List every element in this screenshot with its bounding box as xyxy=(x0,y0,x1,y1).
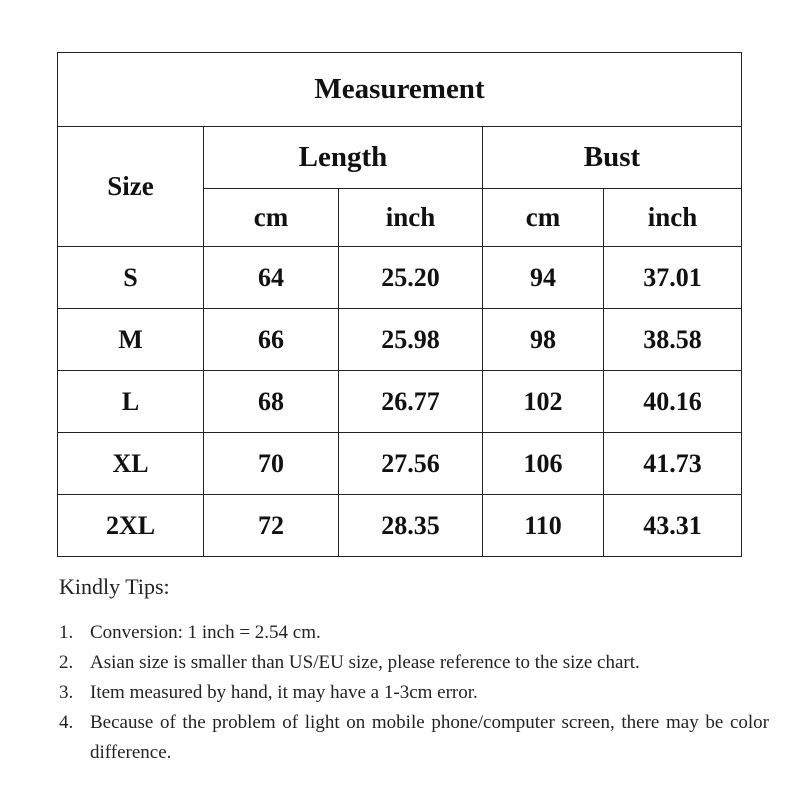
tip-number: 4. xyxy=(59,712,74,733)
table-row xyxy=(58,371,742,433)
length-inch-cell: 26.77 xyxy=(339,371,483,433)
tip-number: 3. xyxy=(59,682,74,703)
table-row xyxy=(58,495,742,557)
size-cell: XL xyxy=(58,433,204,495)
length-cm-cell: 70 xyxy=(204,433,339,495)
size-cell: 2XL xyxy=(58,495,204,557)
list-item xyxy=(59,708,769,768)
length-inch-cell: 25.20 xyxy=(339,247,483,309)
length-cm-cell: 66 xyxy=(204,309,339,371)
bust-cm-cell: 106 xyxy=(483,433,604,495)
tip-text: Because of the problem of light on mobile phone/computer screen, there may be color difference. xyxy=(90,712,769,763)
tip-number: 2. xyxy=(59,652,74,673)
length-cm-cell: 72 xyxy=(204,495,339,557)
tip-text: Asian size is smaller than US/EU size, please reference to the size chart. xyxy=(90,652,640,673)
size-chart-table xyxy=(57,52,742,557)
list-item xyxy=(59,678,769,708)
length-inch-cell: 28.35 xyxy=(339,495,483,557)
bust-cm-cell: 110 xyxy=(483,495,604,557)
length-inch-header: inch xyxy=(339,189,483,247)
group-header-row xyxy=(58,127,742,189)
table-title-row xyxy=(58,53,742,127)
length-cm-cell: 68 xyxy=(204,371,339,433)
table-row xyxy=(58,309,742,371)
tip-text: Conversion: 1 inch = 2.54 cm. xyxy=(90,622,321,643)
bust-cm-header: cm xyxy=(483,189,604,247)
length-cm-header: cm xyxy=(204,189,339,247)
size-cell: S xyxy=(58,247,204,309)
list-item xyxy=(59,648,769,678)
length-inch-cell: 27.56 xyxy=(339,433,483,495)
size-column-header: Size xyxy=(58,127,204,247)
size-cell: L xyxy=(58,371,204,433)
tip-number: 1. xyxy=(59,622,74,643)
tips-list xyxy=(59,618,769,768)
list-item xyxy=(59,618,769,648)
bust-inch-cell: 38.58 xyxy=(604,309,742,371)
bust-inch-cell: 43.31 xyxy=(604,495,742,557)
bust-cm-cell: 102 xyxy=(483,371,604,433)
table-title: Measurement xyxy=(58,53,742,127)
tips-section xyxy=(59,574,769,768)
tip-text: Item measured by hand, it may have a 1-3cm error. xyxy=(90,682,478,703)
bust-cm-cell: 98 xyxy=(483,309,604,371)
bust-inch-cell: 41.73 xyxy=(604,433,742,495)
length-group-header: Length xyxy=(204,127,483,189)
bust-inch-header: inch xyxy=(604,189,742,247)
table-row xyxy=(58,247,742,309)
bust-cm-cell: 94 xyxy=(483,247,604,309)
table-row xyxy=(58,433,742,495)
tips-title: Kindly Tips: xyxy=(59,574,170,599)
length-inch-cell: 25.98 xyxy=(339,309,483,371)
length-cm-cell: 64 xyxy=(204,247,339,309)
bust-group-header: Bust xyxy=(483,127,742,189)
size-cell: M xyxy=(58,309,204,371)
bust-inch-cell: 40.16 xyxy=(604,371,742,433)
bust-inch-cell: 37.01 xyxy=(604,247,742,309)
